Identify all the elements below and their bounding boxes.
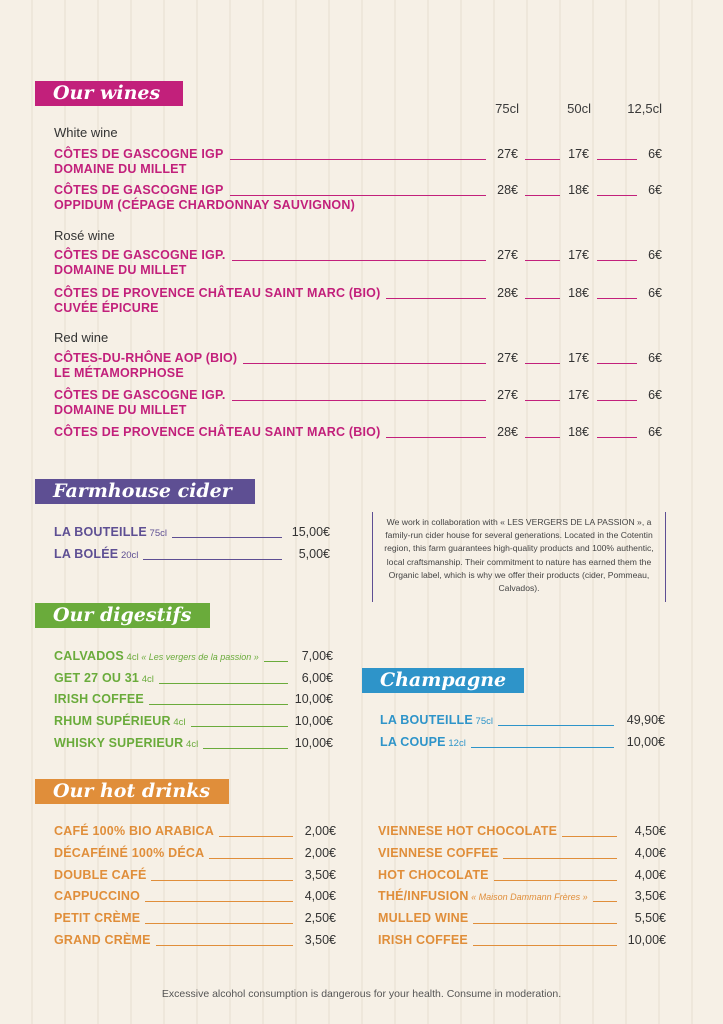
- hot-drink-price: 4,00€: [634, 867, 666, 882]
- hot-drinks-banner: Our hot drinks: [35, 779, 229, 804]
- wine-name: CÔTES DE PROVENCE CHÂTEAU SAINT MARC (BIO): [54, 286, 381, 300]
- wine-leader: [232, 260, 486, 261]
- cider-name: [54, 546, 138, 564]
- wine-price-leader: [597, 260, 637, 261]
- champagne-name: [380, 734, 466, 752]
- wine-subtitle: LE MÉTAMORPHOSE: [54, 366, 184, 380]
- wine-leader: [232, 400, 486, 401]
- champagne-label: LA BOUTEILLE: [380, 713, 473, 727]
- wine-price-leader: [525, 363, 560, 364]
- hot-drink-note: « Maison Dammann Frères »: [468, 892, 588, 903]
- hot-drink-leader: [145, 901, 293, 902]
- hot-drink-price: 2,00€: [304, 845, 336, 860]
- digestif-label: RHUM SUPÉRIEUR: [54, 714, 171, 729]
- wine-name: CÔTES DE GASCOGNE IGP.: [54, 388, 226, 402]
- digestif-note: « Les vergers de la passion »: [138, 652, 259, 662]
- wine-name: CÔTES-DU-RHÔNE AOP (BIO): [54, 351, 238, 365]
- wine-price-leader: [597, 159, 637, 160]
- wine-subtitle: DOMAINE DU MILLET: [54, 162, 187, 176]
- wine-price: 27€: [497, 388, 518, 402]
- wine-name: CÔTES DE GASCOGNE IGP: [54, 147, 224, 161]
- digestif-name: [54, 670, 154, 688]
- col-50cl: 50cl: [567, 101, 591, 116]
- cider-label: LA BOUTEILLE: [54, 525, 147, 539]
- digestif-price: 7,00€: [301, 649, 333, 663]
- hot-drink-name: [54, 867, 146, 883]
- hot-drink-price: 3,50€: [304, 867, 336, 882]
- hot-drink-leader: [151, 880, 293, 881]
- digestif-leader: [149, 704, 288, 705]
- wine-price-leader: [597, 195, 637, 196]
- hot-drink-leader: [473, 923, 617, 924]
- wine-price: 6€: [648, 147, 662, 161]
- wine-name: CÔTES DE PROVENCE CHÂTEAU SAINT MARC (BIO): [54, 425, 381, 439]
- wine-price-leader: [597, 363, 637, 364]
- cider-size: 75cl: [146, 528, 167, 539]
- digestif-label: IRISH COFFEE: [54, 692, 144, 707]
- hot-drink-price: 2,50€: [304, 911, 336, 926]
- hot-drink-price: 10,00€: [627, 933, 666, 947]
- wine-price: 27€: [497, 248, 518, 262]
- wine-price: 27€: [497, 351, 518, 365]
- wine-price-leader: [525, 260, 560, 261]
- champagne-price: 49,90€: [626, 713, 665, 727]
- wine-price: 6€: [648, 425, 662, 439]
- wine-price-leader: [525, 400, 560, 401]
- wine-price: 28€: [497, 286, 518, 300]
- digestif-label: WHISKY SUPERIEUR: [54, 735, 184, 750]
- digestif-name: [54, 648, 259, 666]
- wine-leader: [386, 298, 486, 299]
- hot-drink-name: [54, 845, 204, 861]
- champagne-size: 12cl: [445, 738, 466, 749]
- hot-drink-label: HOT CHOCOLATE: [378, 867, 489, 882]
- hot-drink-leader: [494, 880, 617, 881]
- champagne-name: [380, 712, 493, 730]
- wine-subtitle: DOMAINE DU MILLET: [54, 403, 187, 417]
- cider-leader: [143, 559, 282, 560]
- champagne-price: 10,00€: [626, 735, 665, 749]
- hot-drink-leader: [145, 923, 293, 924]
- hot-drink-label: MULLED WINE: [378, 911, 469, 926]
- digestif-size: 4cl: [183, 738, 199, 750]
- champagne-label: LA COUPE: [380, 735, 446, 749]
- cider-note: We work in collaboration with « LES VERGERS DE LA PASSION », a family-run cider house for several generations. Located in the Cotentin region, this farm guarantees high-quality products and 100% authentic, local craftsmanship. Their commitment to nature has earned them the Organic label, which is why we offer their products (cider, Pommeau, Calvados).: [372, 512, 666, 602]
- hot-drink-label: CAPPUCCINO: [54, 889, 141, 904]
- digestif-size: 4cl: [139, 673, 154, 685]
- digestif-price: 10,00€: [294, 692, 333, 707]
- cider-name: [54, 524, 167, 542]
- wine-price-leader: [525, 298, 560, 299]
- hot-drink-leader: [503, 858, 617, 859]
- champagne-leader: [471, 747, 614, 748]
- wine-price: 28€: [497, 183, 518, 197]
- champagne-size: 75cl: [472, 716, 493, 727]
- wine-price: 6€: [648, 351, 662, 365]
- hot-drink-label: IRISH COFFEE: [378, 933, 468, 947]
- hot-drink-name: [378, 932, 468, 948]
- wine-price: 6€: [648, 183, 662, 197]
- wines-banner: Our wines: [35, 81, 183, 106]
- hot-drink-price: 3,50€: [304, 933, 336, 947]
- hot-drink-label: GRAND CRÈME: [54, 933, 151, 947]
- wine-category-label: Red wine: [54, 330, 109, 345]
- digestif-leader: [159, 683, 288, 684]
- wine-price: 27€: [497, 147, 518, 161]
- wine-name: CÔTES DE GASCOGNE IGP.: [54, 248, 226, 262]
- wine-subtitle: CUVÉE ÉPICURE: [54, 301, 159, 315]
- hot-drink-name: [378, 910, 468, 926]
- col-75cl: 75cl: [495, 101, 519, 116]
- wine-price-leader: [525, 159, 560, 160]
- wine-subtitle: OPPIDUM (CÉPAGE CHARDONNAY SAUVIGNON): [54, 198, 355, 212]
- hot-drink-label: DÉCAFÉINÉ 100% DÉCA: [54, 845, 205, 860]
- wine-leader: [230, 195, 486, 196]
- wine-price-leader: [597, 298, 637, 299]
- hot-drink-name: [54, 888, 140, 904]
- hot-drink-label: CAFÉ 100% BIO ARABICA: [54, 824, 215, 838]
- hot-drink-name: [54, 932, 151, 948]
- hot-drink-name: [54, 910, 140, 926]
- digestif-name: [54, 713, 186, 731]
- hot-drink-name: [378, 845, 498, 861]
- wine-price: 6€: [648, 286, 662, 300]
- cider-label: LA BOLÉE: [54, 547, 119, 561]
- wine-subtitle: DOMAINE DU MILLET: [54, 263, 187, 277]
- hot-drink-price: 4,00€: [304, 889, 336, 904]
- wine-price: 17€: [568, 147, 589, 161]
- wine-leader: [386, 437, 486, 438]
- hot-drink-price: 5,50€: [634, 911, 666, 926]
- hot-drink-price: 3,50€: [634, 889, 666, 904]
- hot-drink-price: 4,00€: [634, 845, 666, 860]
- champagne-leader: [498, 725, 614, 726]
- col-125cl: 12,5cl: [627, 101, 662, 116]
- hot-drink-name: [378, 888, 588, 905]
- cider-price: 15,00€: [291, 525, 330, 539]
- digestif-name: [54, 691, 144, 707]
- hot-drink-name: [378, 823, 557, 839]
- digestif-size: 4cl: [170, 717, 186, 729]
- hot-drink-label: VIENNESE COFFEE: [378, 845, 499, 860]
- hot-drink-price: 2,00€: [304, 824, 336, 838]
- digestif-label: CALVADOS: [54, 649, 124, 663]
- hot-drink-name: [54, 823, 214, 839]
- wine-price: 6€: [648, 248, 662, 262]
- wine-category-label: Rosé wine: [54, 228, 115, 243]
- hot-drink-leader: [156, 945, 293, 946]
- wine-leader: [230, 159, 486, 160]
- wine-price-leader: [525, 437, 560, 438]
- wine-price: 18€: [568, 183, 589, 197]
- wine-price: 18€: [568, 425, 589, 439]
- hot-drink-label: THÉ/INFUSION: [378, 889, 469, 904]
- wine-price-leader: [525, 195, 560, 196]
- digestif-label: GET 27 OU 31: [54, 670, 140, 685]
- hot-drink-label: DOUBLE CAFÉ: [54, 867, 147, 882]
- digestifs-banner: Our digestifs: [35, 603, 210, 628]
- wine-price: 17€: [568, 248, 589, 262]
- hot-drink-leader: [473, 945, 617, 946]
- wine-category-label: White wine: [54, 125, 118, 140]
- cider-price: 5,00€: [298, 547, 330, 561]
- champagne-banner: Champagne: [362, 668, 524, 693]
- wine-price-leader: [597, 400, 637, 401]
- hot-drink-label: PETIT CRÈME: [54, 911, 141, 926]
- wine-leader: [243, 363, 486, 364]
- digestif-size: 4cl: [123, 652, 139, 663]
- cider-size: 20cl: [118, 550, 139, 561]
- hot-drink-name: [378, 867, 489, 883]
- wine-price: 17€: [568, 388, 589, 402]
- cider-leader: [172, 537, 282, 538]
- hot-drink-label: VIENNESE HOT CHOCOLATE: [378, 824, 558, 838]
- hot-drink-price: 4,50€: [634, 824, 666, 838]
- digestif-name: [54, 735, 198, 753]
- digestif-price: 10,00€: [294, 714, 333, 729]
- digestif-price: 6,00€: [301, 670, 333, 685]
- wine-price: 18€: [568, 286, 589, 300]
- wine-price-leader: [597, 437, 637, 438]
- cider-banner: Farmhouse cider: [35, 479, 255, 504]
- wine-price: 17€: [568, 351, 589, 365]
- digestif-price: 10,00€: [294, 735, 333, 750]
- footer-notice: Excessive alcohol consumption is dangerous for your health. Consume in moderation.: [161, 988, 562, 1000]
- wine-price: 28€: [497, 425, 518, 439]
- wine-price: 6€: [648, 388, 662, 402]
- wine-name: CÔTES DE GASCOGNE IGP: [54, 183, 224, 197]
